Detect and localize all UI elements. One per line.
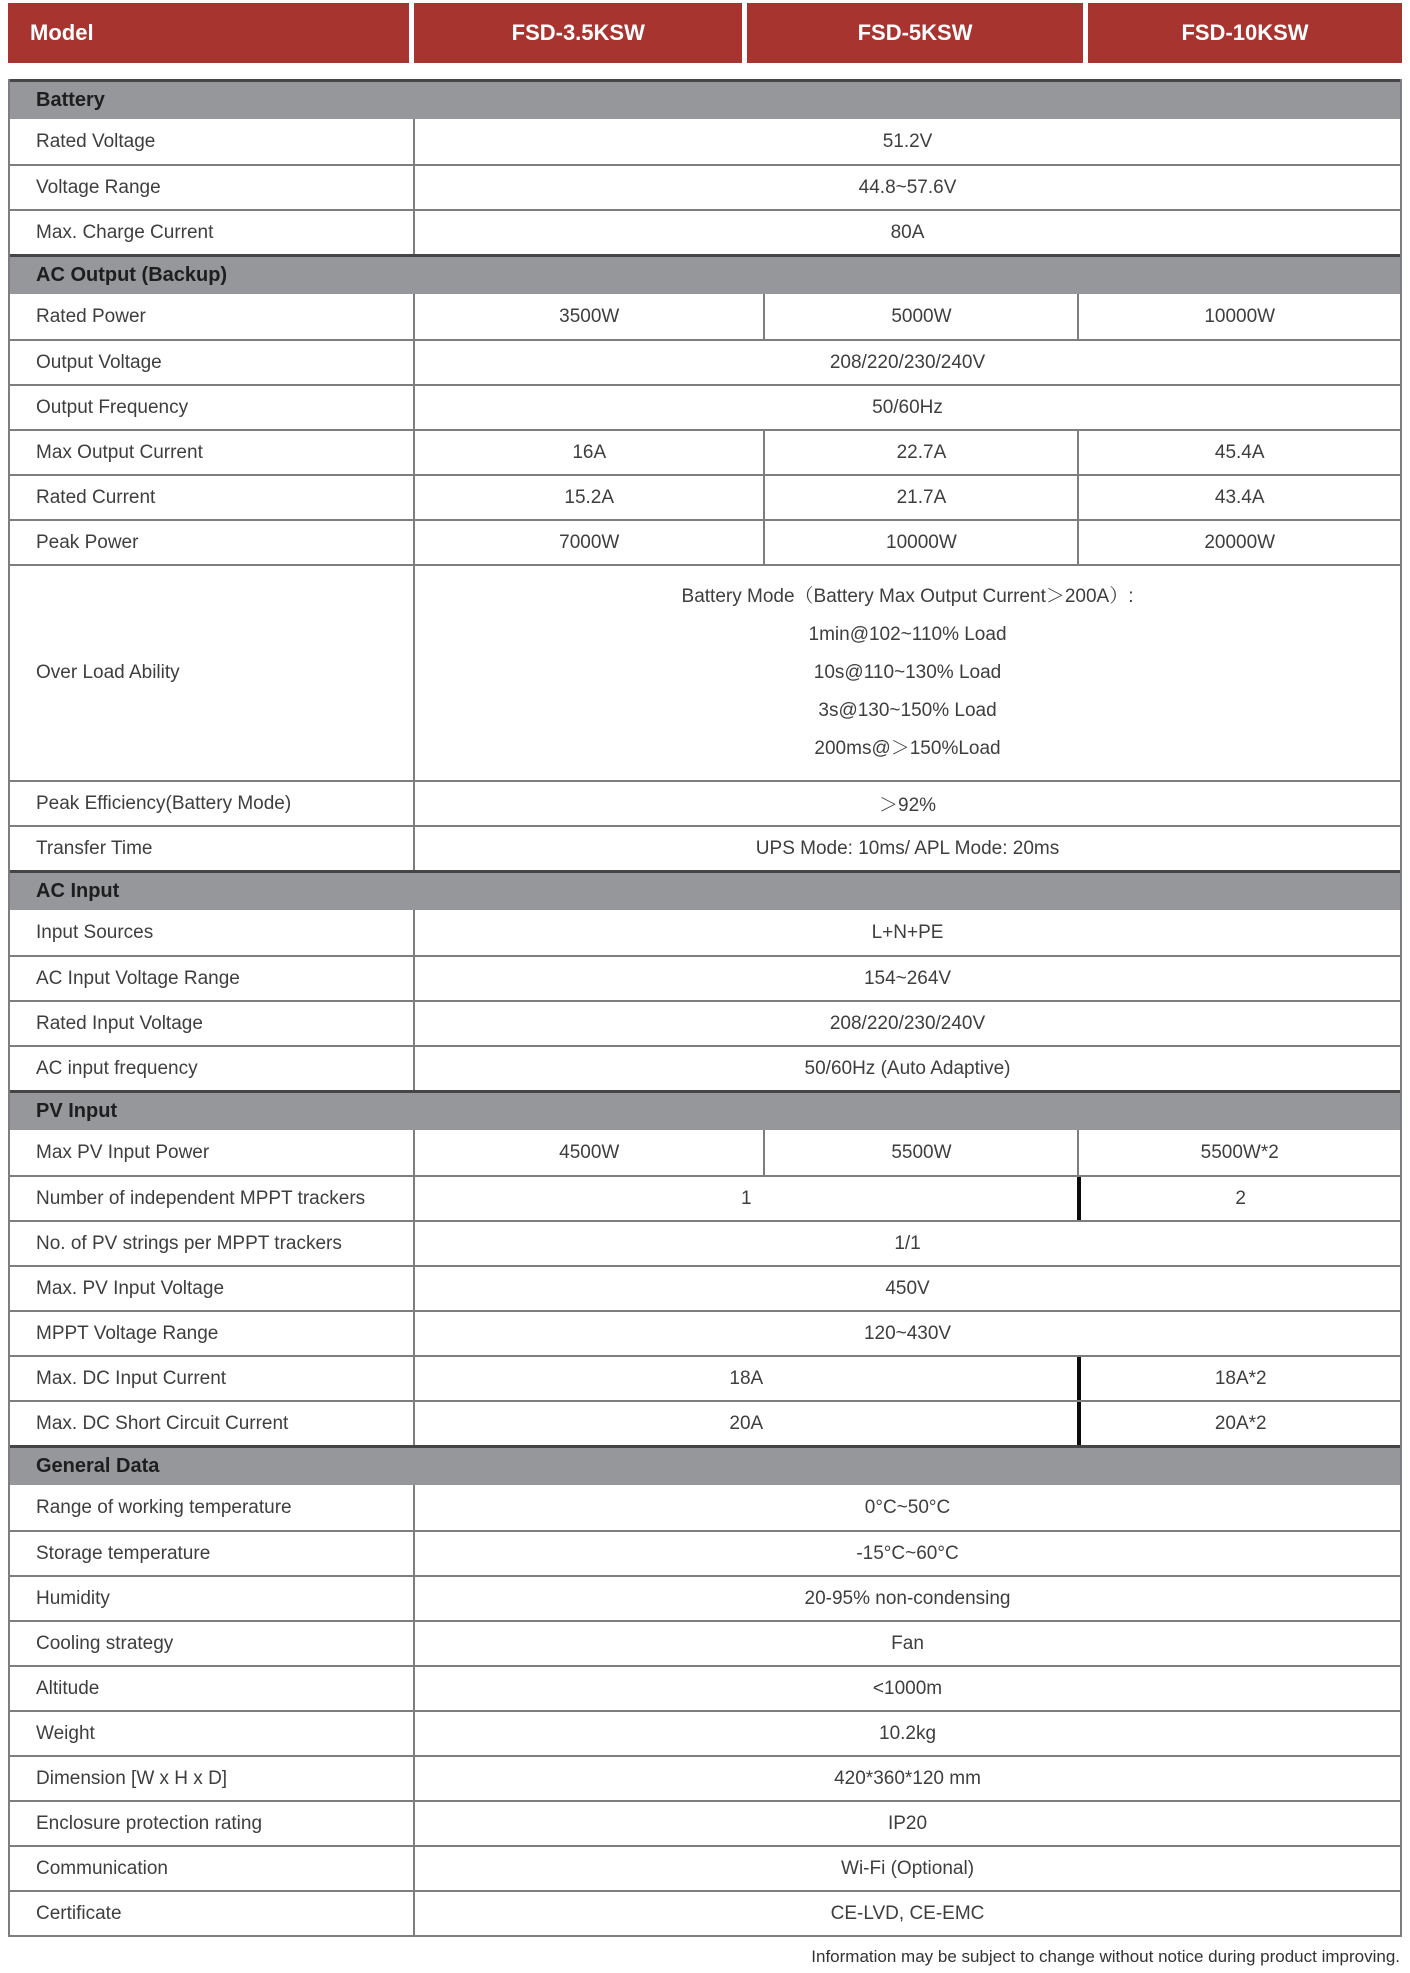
row-label: Input Sources bbox=[36, 921, 154, 943]
row-label: AC Input Voltage Range bbox=[36, 967, 240, 989]
model-header-label: Model bbox=[8, 3, 409, 63]
spec-row-weight bbox=[10, 1710, 1400, 1755]
row-label: Max. DC Short Circuit Current bbox=[36, 1412, 289, 1434]
spec-row-rated-voltage bbox=[10, 119, 1400, 164]
row-label: Humidity bbox=[36, 1587, 110, 1609]
row-label: Storage temperature bbox=[36, 1542, 211, 1564]
spec-row-max-dc-input-current bbox=[10, 1355, 1400, 1400]
row-label: Max. Charge Current bbox=[36, 221, 214, 243]
row-value: 50/60Hz (Auto Adaptive) bbox=[413, 1047, 1400, 1090]
row-label: AC input frequency bbox=[36, 1057, 198, 1079]
row-label: MPPT Voltage Range bbox=[36, 1322, 219, 1344]
row-value: <1000m bbox=[413, 1667, 1400, 1710]
row-label: Transfer Time bbox=[36, 837, 153, 859]
row-label: Rated Power bbox=[36, 305, 146, 327]
row-value-col2: 21.7A bbox=[763, 476, 1077, 519]
spec-row-max-charge-current bbox=[10, 209, 1400, 254]
spec-row-enclosure-protection-rating bbox=[10, 1800, 1400, 1845]
row-label: Range of working temperature bbox=[36, 1496, 292, 1518]
row-value: IP20 bbox=[413, 1802, 1400, 1845]
model-column-fsd-10ksw: FSD-10KSW bbox=[1088, 3, 1402, 63]
row-label: Cooling strategy bbox=[36, 1632, 174, 1654]
spec-row-max-pv-input-power bbox=[10, 1130, 1400, 1175]
row-value: 1/1 bbox=[413, 1222, 1400, 1265]
spec-row-transfer-time bbox=[10, 825, 1400, 870]
row-label: Peak Efficiency(Battery Mode) bbox=[36, 792, 292, 814]
row-label: Output Voltage bbox=[36, 351, 162, 373]
row-label: Max. DC Input Current bbox=[36, 1367, 227, 1389]
spec-row-over-load-ability bbox=[10, 564, 1400, 780]
row-value-col2: 5500W bbox=[763, 1130, 1077, 1175]
spec-row-communication bbox=[10, 1845, 1400, 1890]
spec-row-ac-input-voltage-range bbox=[10, 955, 1400, 1000]
row-value: 10.2kg bbox=[413, 1712, 1400, 1755]
row-label: Voltage Range bbox=[36, 176, 161, 198]
spec-row-peak-power bbox=[10, 519, 1400, 564]
spec-row-cooling-strategy bbox=[10, 1620, 1400, 1665]
spec-row-rated-current bbox=[10, 474, 1400, 519]
row-label: Rated Voltage bbox=[36, 130, 156, 152]
spec-row-certificate bbox=[10, 1890, 1400, 1935]
row-label: Dimension [W x H x D] bbox=[36, 1767, 228, 1789]
row-value: 0°C~50°C bbox=[413, 1485, 1400, 1530]
row-value-col3: 45.4A bbox=[1077, 431, 1399, 474]
model-column-fsd-5ksw: FSD-5KSW bbox=[747, 3, 1083, 63]
spec-row-max-output-current bbox=[10, 429, 1400, 474]
spec-row-ac-input-frequency bbox=[10, 1045, 1400, 1090]
row-label: Max Output Current bbox=[36, 441, 203, 463]
spec-row-max-pv-input-voltage bbox=[10, 1265, 1400, 1310]
row-value: CE-LVD, CE-EMC bbox=[413, 1892, 1400, 1935]
row-value: 208/220/230/240V bbox=[413, 1002, 1400, 1045]
spec-row-mppt-voltage-range bbox=[10, 1310, 1400, 1355]
row-label: Max. PV Input Voltage bbox=[36, 1277, 225, 1299]
row-value-col1: 4500W bbox=[413, 1130, 763, 1175]
row-label: Communication bbox=[36, 1857, 168, 1879]
row-value-col3: 43.4A bbox=[1077, 476, 1399, 519]
row-label: Over Load Ability bbox=[36, 662, 180, 683]
spec-row-rated-power bbox=[10, 294, 1400, 339]
overload-line: 3s@130~150% Load bbox=[818, 700, 997, 721]
spec-row-output-frequency bbox=[10, 384, 1400, 429]
row-value-left: 20A bbox=[413, 1402, 1077, 1445]
row-value: 80A bbox=[413, 211, 1400, 254]
row-value: ＞92% bbox=[413, 782, 1400, 825]
row-value-col2: 10000W bbox=[763, 521, 1077, 564]
spec-row-range-of-working-temperature bbox=[10, 1485, 1400, 1530]
section-header-general-data: General Data bbox=[10, 1445, 1400, 1485]
row-value: 450V bbox=[413, 1267, 1400, 1310]
spec-row-max-dc-short-circuit-current bbox=[10, 1400, 1400, 1445]
overload-line: 10s@110~130% Load bbox=[813, 662, 1002, 683]
overload-line: Battery Mode（Battery Max Output Current＞200A）: bbox=[681, 586, 1134, 607]
row-label: Rated Current bbox=[36, 486, 156, 508]
row-value: 51.2V bbox=[413, 119, 1400, 164]
overload-line: 200ms@＞150%Load bbox=[814, 738, 1001, 759]
spec-row-rated-input-voltage bbox=[10, 1000, 1400, 1045]
overload-line: 1min@102~110% Load bbox=[808, 624, 1007, 645]
row-label: Rated Input Voltage bbox=[36, 1012, 203, 1034]
row-value-right: 18A*2 bbox=[1077, 1357, 1399, 1400]
row-value: 50/60Hz bbox=[413, 386, 1400, 429]
row-value-col3: 10000W bbox=[1077, 294, 1399, 339]
row-value-col1: 7000W bbox=[413, 521, 763, 564]
spec-row-voltage-range bbox=[10, 164, 1400, 209]
row-label: Output Frequency bbox=[36, 396, 189, 418]
row-value: 420*360*120 mm bbox=[413, 1757, 1400, 1800]
section-header-ac-input: AC Input bbox=[10, 870, 1400, 910]
spec-row-input-sources bbox=[10, 910, 1400, 955]
spec-row-storage-temperature bbox=[10, 1530, 1400, 1575]
row-label: Number of independent MPPT trackers bbox=[36, 1187, 366, 1209]
row-value-col1: 3500W bbox=[413, 294, 763, 339]
row-label: Peak Power bbox=[36, 531, 139, 553]
row-value-left: 18A bbox=[413, 1357, 1077, 1400]
section-header-pv-input: PV Input bbox=[10, 1090, 1400, 1130]
section-header-ac-output-backup: AC Output (Backup) bbox=[10, 254, 1400, 294]
row-label: Weight bbox=[36, 1722, 95, 1744]
model-column-fsd-3-5ksw: FSD-3.5KSW bbox=[414, 3, 742, 63]
row-label: No. of PV strings per MPPT trackers bbox=[36, 1232, 342, 1254]
row-label: Altitude bbox=[36, 1677, 100, 1699]
spec-row-humidity bbox=[10, 1575, 1400, 1620]
row-value-col1: 15.2A bbox=[413, 476, 763, 519]
row-value: L+N+PE bbox=[413, 910, 1400, 955]
row-value: 20-95% non-condensing bbox=[413, 1577, 1400, 1620]
row-value: -15°C~60°C bbox=[413, 1532, 1400, 1575]
row-label: Max PV Input Power bbox=[36, 1141, 210, 1163]
row-label: Enclosure protection rating bbox=[36, 1812, 263, 1834]
row-value: 44.8~57.6V bbox=[413, 166, 1400, 209]
row-label: Certificate bbox=[36, 1902, 122, 1924]
row-value-col2: 5000W bbox=[763, 294, 1077, 339]
spec-row-output-voltage bbox=[10, 339, 1400, 384]
section-header-battery: Battery bbox=[10, 79, 1400, 119]
model-header-row bbox=[8, 3, 1402, 63]
row-value-col3: 5500W*2 bbox=[1077, 1130, 1399, 1175]
row-value-right: 20A*2 bbox=[1077, 1402, 1399, 1445]
row-value-left: 1 bbox=[413, 1177, 1077, 1220]
spec-row-no-of-pv-strings-per-mppt-trackers bbox=[10, 1220, 1400, 1265]
row-value: 208/220/230/240V bbox=[413, 341, 1400, 384]
footer-disclaimer: Information may be subject to change without notice during product improving. bbox=[811, 1947, 1400, 1966]
spec-row-dimension-w-x-h-x-d bbox=[10, 1755, 1400, 1800]
row-value: 154~264V bbox=[413, 957, 1400, 1000]
spec-row-peak-efficiency-battery-mode bbox=[10, 780, 1400, 825]
row-value-col1: 16A bbox=[413, 431, 763, 474]
spec-row-altitude bbox=[10, 1665, 1400, 1710]
row-value-multiline bbox=[413, 566, 1400, 780]
spec-row-number-of-independent-mppt-trackers bbox=[10, 1175, 1400, 1220]
row-value-col3: 20000W bbox=[1077, 521, 1399, 564]
row-value: Wi-Fi (Optional) bbox=[413, 1847, 1400, 1890]
row-value: UPS Mode: 10ms/ APL Mode: 20ms bbox=[413, 827, 1400, 870]
row-value: 120~430V bbox=[413, 1312, 1400, 1355]
row-value-col2: 22.7A bbox=[763, 431, 1077, 474]
row-value: Fan bbox=[413, 1622, 1400, 1665]
row-value-right: 2 bbox=[1077, 1177, 1399, 1220]
spec-table bbox=[8, 79, 1402, 1937]
